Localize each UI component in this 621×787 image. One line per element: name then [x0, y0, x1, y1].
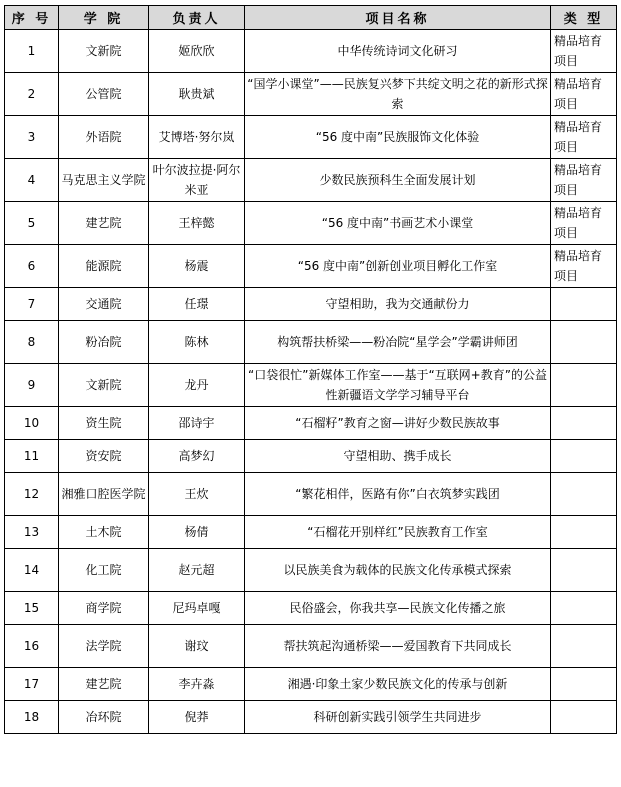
cell-no: 2 [5, 73, 59, 116]
table-row [5, 516, 617, 549]
cell-no: 5 [5, 202, 59, 245]
cell-project: 以民族美食为载体的民族文化传承模式探索 [245, 549, 551, 592]
cell-project: “石榴籽”教育之窗—讲好少数民族故事 [245, 407, 551, 440]
table-row [5, 159, 617, 202]
header-type: 类 型 [551, 6, 617, 30]
header-no: 序 号 [5, 6, 59, 30]
cell-project: 中华传统诗词文化研习 [245, 30, 551, 73]
cell-type [551, 701, 617, 734]
cell-type: 精品培育项目 [551, 30, 617, 73]
cell-person: 艾博塔·努尔岚 [149, 116, 245, 159]
cell-college: 湘雅口腔医学院 [59, 473, 149, 516]
cell-college: 交通院 [59, 288, 149, 321]
cell-person: 耿贵斌 [149, 73, 245, 116]
table-row [5, 592, 617, 625]
table-row [5, 73, 617, 116]
cell-person: 龙丹 [149, 364, 245, 407]
cell-type: 精品培育项目 [551, 202, 617, 245]
cell-no: 14 [5, 549, 59, 592]
cell-college: 建艺院 [59, 202, 149, 245]
cell-no: 11 [5, 440, 59, 473]
cell-type [551, 364, 617, 407]
cell-type [551, 321, 617, 364]
cell-type [551, 549, 617, 592]
header-row [5, 6, 617, 30]
cell-person: 姬欣欣 [149, 30, 245, 73]
header-person: 负责人 [149, 6, 245, 30]
cell-no: 9 [5, 364, 59, 407]
cell-project: 构筑帮扶桥梁——粉冶院“星学会”学霸讲师团 [245, 321, 551, 364]
cell-type [551, 592, 617, 625]
table-row [5, 440, 617, 473]
cell-project: “石榴花开别样红”民族教育工作室 [245, 516, 551, 549]
table-row [5, 245, 617, 288]
cell-type: 精品培育项目 [551, 159, 617, 202]
cell-college: 粉冶院 [59, 321, 149, 364]
cell-college: 资安院 [59, 440, 149, 473]
cell-no: 18 [5, 701, 59, 734]
table-row [5, 668, 617, 701]
cell-person: 尼玛卓嘎 [149, 592, 245, 625]
cell-person: 叶尔波拉提·阿尔米亚 [149, 159, 245, 202]
cell-person: 李卉淼 [149, 668, 245, 701]
cell-type [551, 407, 617, 440]
cell-college: 土木院 [59, 516, 149, 549]
cell-project: “56 度中南”创新创业项目孵化工作室 [245, 245, 551, 288]
cell-person: 杨震 [149, 245, 245, 288]
cell-no: 13 [5, 516, 59, 549]
table-row [5, 364, 617, 407]
cell-no: 3 [5, 116, 59, 159]
cell-type: 精品培育项目 [551, 116, 617, 159]
cell-project: 守望相助，我为交通献份力 [245, 288, 551, 321]
cell-person: 任璟 [149, 288, 245, 321]
cell-no: 7 [5, 288, 59, 321]
project-table [4, 5, 617, 734]
cell-person: 王炊 [149, 473, 245, 516]
cell-no: 4 [5, 159, 59, 202]
cell-project: “繁花相伴，医路有你”白衣筑梦实践团 [245, 473, 551, 516]
cell-college: 公管院 [59, 73, 149, 116]
cell-project: “国学小课堂”——民族复兴梦下共绽文明之花的新形式探索 [245, 73, 551, 116]
cell-no: 17 [5, 668, 59, 701]
cell-no: 16 [5, 625, 59, 668]
cell-type [551, 516, 617, 549]
table-row [5, 625, 617, 668]
cell-type: 精品培育项目 [551, 73, 617, 116]
cell-project: “56 度中南”书画艺术小课堂 [245, 202, 551, 245]
header-project: 项目名称 [245, 6, 551, 30]
cell-type [551, 668, 617, 701]
table-row [5, 473, 617, 516]
cell-no: 8 [5, 321, 59, 364]
cell-person: 邵诗宇 [149, 407, 245, 440]
cell-college: 文新院 [59, 364, 149, 407]
cell-project: “口袋很忙”新媒体工作室——基于“互联网+教育”的公益性新疆语文学学习辅导平台 [245, 364, 551, 407]
cell-person: 赵元超 [149, 549, 245, 592]
cell-no: 10 [5, 407, 59, 440]
cell-person: 杨倩 [149, 516, 245, 549]
cell-type [551, 473, 617, 516]
cell-project: 民俗盛会，你我共享—民族文化传播之旅 [245, 592, 551, 625]
table-row [5, 321, 617, 364]
cell-no: 6 [5, 245, 59, 288]
cell-college: 化工院 [59, 549, 149, 592]
table-row [5, 30, 617, 73]
table-row [5, 202, 617, 245]
cell-college: 马克思主义学院 [59, 159, 149, 202]
table-row [5, 701, 617, 734]
cell-project: 湘遇·印象土家少数民族文化的传承与创新 [245, 668, 551, 701]
cell-type [551, 625, 617, 668]
cell-no: 15 [5, 592, 59, 625]
cell-project: “56 度中南”民族服饰文化体验 [245, 116, 551, 159]
table-row [5, 407, 617, 440]
table-row [5, 288, 617, 321]
cell-type [551, 440, 617, 473]
cell-project: 帮扶筑起沟通桥梁——爱国教育下共同成长 [245, 625, 551, 668]
cell-college: 商学院 [59, 592, 149, 625]
cell-college: 能源院 [59, 245, 149, 288]
cell-project: 科研创新实践引领学生共同进步 [245, 701, 551, 734]
cell-college: 外语院 [59, 116, 149, 159]
cell-project: 守望相助、携手成长 [245, 440, 551, 473]
cell-no: 12 [5, 473, 59, 516]
cell-college: 冶环院 [59, 701, 149, 734]
cell-type: 精品培育项目 [551, 245, 617, 288]
cell-college: 文新院 [59, 30, 149, 73]
table-row [5, 116, 617, 159]
cell-project: 少数民族预科生全面发展计划 [245, 159, 551, 202]
cell-person: 王梓懿 [149, 202, 245, 245]
cell-person: 谢玟 [149, 625, 245, 668]
cell-person: 高梦幻 [149, 440, 245, 473]
cell-college: 资生院 [59, 407, 149, 440]
table-row [5, 549, 617, 592]
cell-college: 法学院 [59, 625, 149, 668]
cell-type [551, 288, 617, 321]
header-college: 学 院 [59, 6, 149, 30]
cell-person: 陈林 [149, 321, 245, 364]
cell-college: 建艺院 [59, 668, 149, 701]
cell-person: 倪莽 [149, 701, 245, 734]
cell-no: 1 [5, 30, 59, 73]
